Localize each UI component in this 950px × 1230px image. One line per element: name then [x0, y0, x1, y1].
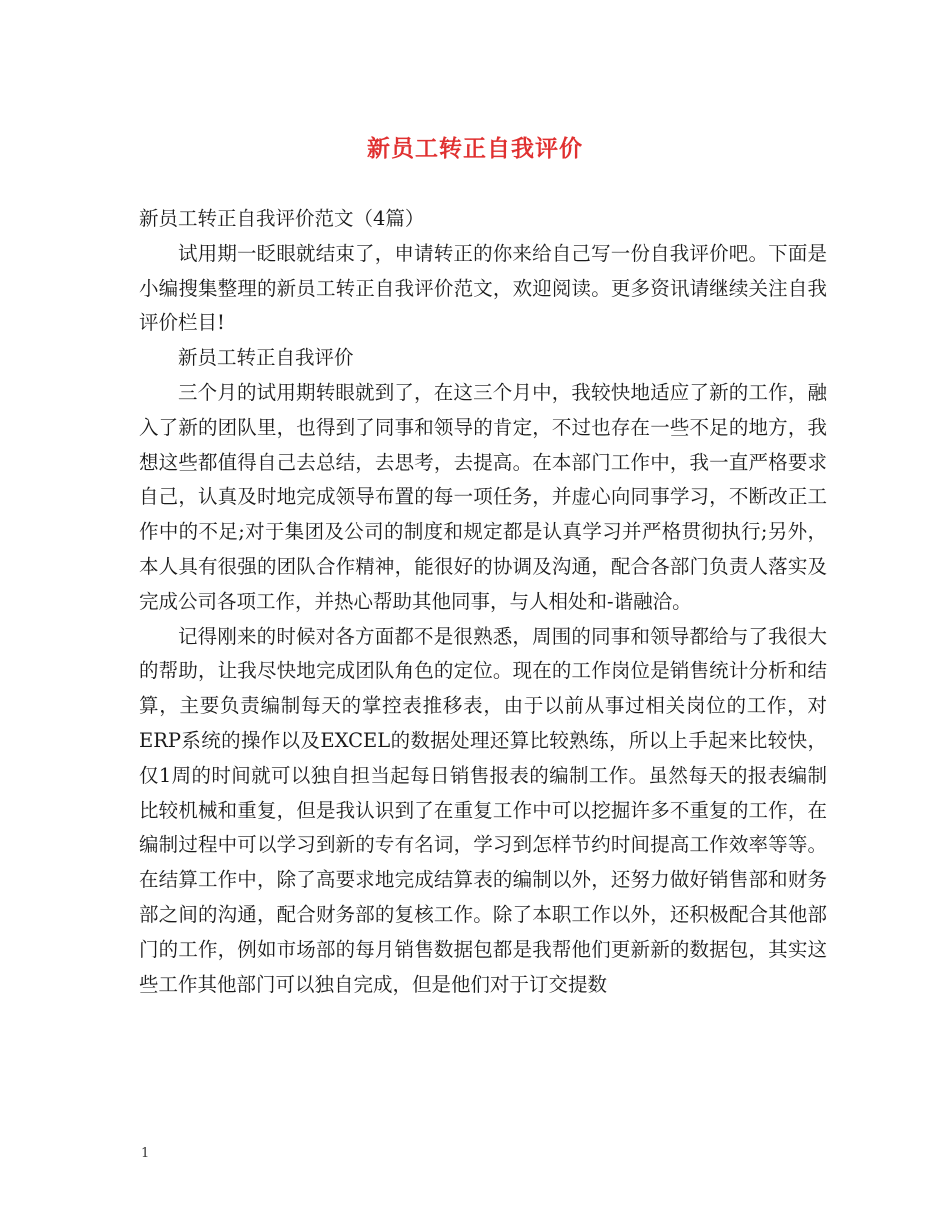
paragraph-intro: 试用期一眨眼就结束了，申请转正的你来给自己写一份自我评价吧。下面是小编搜集整理的新员工转正自我评价范文，欢迎阅读。更多资讯请继续关注自我评价栏目! — [139, 241, 827, 335]
page-number: 1 — [141, 1146, 150, 1161]
document-body — [139, 202, 827, 1002]
section-heading: 新员工转正自我评价 — [178, 346, 354, 370]
document-subtitle: 新员工转正自我评价范文（4篇） — [139, 207, 425, 230]
paragraph: 记得刚来的时候对各方面都不是很熟悉，周围的同事和领导都给与了我很大的帮助，让我尽快地完成团队角色的定位。现在的工作岗位是销售统计分析和结算，主要负责编制每天的掌控表推移表，由于以前从事过相关岗位的工作，对ERP系统的操作以及EXCEL的数据处理还算比较熟练，所以上手起来比较快，仅1周的时间就可以独自担当起每日销售报表的编制工作。虽然每天的报表编制比较机械和重复，但是我认识到了在重复工作中可以挖掘许多不重复的工作，在编制过程中可以学习到新的专有名词，学习到怎样节约时间提高工作效率等等。在结算工作中，除了高要求地完成结算表的编制以外，还努力做好销售部和财务部之间的沟通，配合财务部的复核工作。除了本职工作以外，还积极配合其他部门的工作，例如市场部的每月销售数据包都是我帮他们更新新的数据包，其实这些工作其他部门可以独自完成，但是他们对于订交提数 — [139, 624, 827, 996]
paragraph: 三个月的试用期转眼就到了，在这三个月中，我较快地适应了新的工作，融入了新的团队里，也得到了同事和领导的肯定，不过也存在一些不足的地方，我想这些都值得自己去总结，去思考，去提高。在本部门工作中，我一直严格要求自己，认真及时地完成领导布置的每一项任务，并虚心向同事学习，不断改正工作中的不足;对于集团及公司的制度和规定都是认真学习并严格贯彻执行;另外，本人具有很强的团队合作精神，能很好的协调及沟通，配合各部门负责人落实及完成公司各项工作，并热心帮助其他同事，与人相处和-谐融洽。 — [139, 380, 827, 613]
document-title: 新员工转正自我评价 — [367, 135, 583, 162]
